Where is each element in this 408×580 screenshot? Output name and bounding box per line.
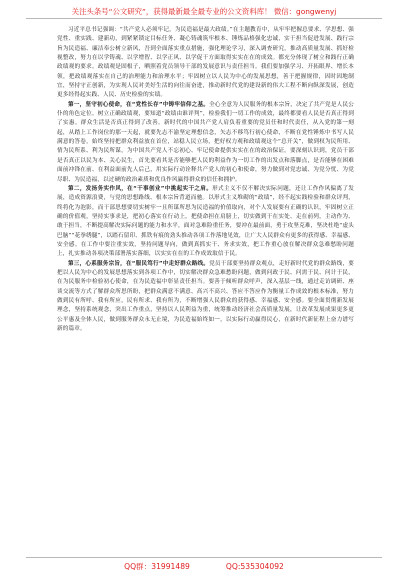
qq-group-label: QQ群：31991489: [124, 562, 190, 571]
paragraph-text: 党员干部要坚持群众观点，走好新时代党的群众路线，要把以人民为中心的发展思想落实到各项工作中，切实解决群众急难愁盼问题，做到问政于民、问需于民、问计于民，在为民服务中检验初心使命，在为民造福中彰显责任担当。要善于倾听群众呼声，深入基层一线，通过走访调研、座谈交流等方式了解群众所思所盼，把群众满意不满意、高兴不高兴、答应不答应作为衡量工作成效的根本标准，努力做到民有所呼、我有所应，民有所求、我有所为，不断增强人民群众的获得感、幸福感、安全感。要全面贯彻新发展理念，坚持系统观念，突出工作重点，坚持以人民利益为重，统筹推动经济社会高质量发展，让改革发展成果更多更公平惠及全体人民，做到服务群众永无止境，为民造福始终如一，以实际行动赢得民心，在新时代新征程上奋力谱写新的篇章。: [57, 260, 354, 332]
paragraph-text: 全心全意为人民服务的根本宗旨，决定了共产党是人民公仆的角色定位。树立正确政绩观，要知道“政绩由谁评判”，检验我们一切工作的成效，最终都要看人民是否真正得到了实惠。群众生活是否真正得到了改善。新时代的中国共产党人肩负着重要的党员任和时代责任，从入党的第一刻起，从踏上工作岗位的那一天起，就要先志不渝坚定理想信念，矢志不移笃行初心使命，不断在党性锤炼中书写人民满意的答卷，始终坚持把群众利益放在首位，站稳人民立场，把好权力观和政绩观这个“总开关”，做到权为民所用、情为民所系、利为民所谋，为中国共产党人不忘初心、牢记使命提供实实在在的政治保证。要深刻认识到，党员干部是否真正以民为本、关心民生，首先要看其是否能够把人民的利益作为一切工作的出发点和落脚点，是否能够在困难面前冲锋在前、在利益面前先人后己，用实际行动诠释共产党人的初心和使命，努力做到对党忠诚、为党分忧、为党尽职、为民造福，以过硬的政治素质和优良作风赢得群众的信任和拥护。: [57, 101, 354, 183]
paragraph-text: 习近平总书记强调：“共产党人必须牢记，为民造福是最大政绩。”在主题教育中，从牢牢把握总要求、学思想、强党性、重实践、建新功，到紧紧锁定目标任务、凝心铸魂筑牢根本、锤炼品格强化忠诚，实干担当促进发展、践行宗旨为民造福、廉洁奉公树立新风，吾到全面落实重点措施，强化理论学习，深入调查研究，推动高质量发展、抓好检视整改，努力在以学铸魂、以学增智、以学正风、以学促干方面取得实实在在的成效。都充分体现了树立和践行正确政绩观的要求。政绩观是固根子，晒照着党员领导干部的发展意识与责任担当。我们要加强学习、开拓眼界、增长本领，把政绩观落实在自己的治理能力和治理水平；牢固树立以人民为中心的发展思想，善于把握规律，因时因地制宜，坚持守正创新，为实现人民对美好生活的向往而奋进，推动新时代党的建设新的伟大工程不断向纵深发展，创造更多经得起实践、人民、历史检验的实绩。: [57, 27, 354, 99]
paragraph-lead: 第二，发扬务实作风，在“干事创业”中挑起实干之肩。: [68, 185, 213, 192]
paragraph-section-1: [57, 101, 354, 185]
top-banner: 关注头条号“公文研究”，获得最新最全最专业的公文资料库！ 微信：gongwenyj: [71, 7, 337, 16]
paragraph-section-3: [57, 260, 354, 335]
qq-contact-label: QQ:535304092: [225, 562, 284, 571]
paragraph-intro: [57, 26, 354, 101]
paragraph-lead: 第三，心系服务宗旨，在“服民笃行”中走好群众路线。: [68, 260, 210, 267]
document-body: [57, 26, 354, 552]
footer: [0, 561, 408, 572]
footer-divider: [26, 557, 382, 558]
paragraph-section-2: [57, 185, 354, 260]
header-divider: [26, 18, 382, 19]
paragraph-lead: 第一，坚守初心使命，在“党性长存”中铸牢信仰之基。: [68, 101, 210, 108]
paragraph-text: 形式主义不仅不解决实际问题，还让工作作风偏离了发展，造成资源浪费，与党的思想路线、根本宗旨背道而驰。以形式主义堆砌的“政绩”，经不起实践检验和群众评判，终将化为泡影，而干部思想要切实树牢一且所谋所思为民造福的价值取向，对个人发展要有正确的认识，牢固树立正确的价值观，坚持实事求是，把初心落实在行动上，把使命担在肩膀上，切实做到干在实处、走在前列，主动作为、敢于担当，不断提高解决实际问题的能力和水平，面对急难险重任务，要冲在最前面，勇于攻坚克难，坚决杜绝“虚头巴脑”“花拳绣腿”，以踏石留印、抓铁有痕的劲头推动各项工作落地见效，让广大人民群众有更多的获得感、幸福感、安全感。在工作中要注重实效，坚持问题导向，做到真抓实干、务求实效，把工作重心放在解决群众急难愁盼问题上，扎实推动各项决策部署落实落细，以实实在在的工作成效取信于民。: [57, 185, 354, 258]
